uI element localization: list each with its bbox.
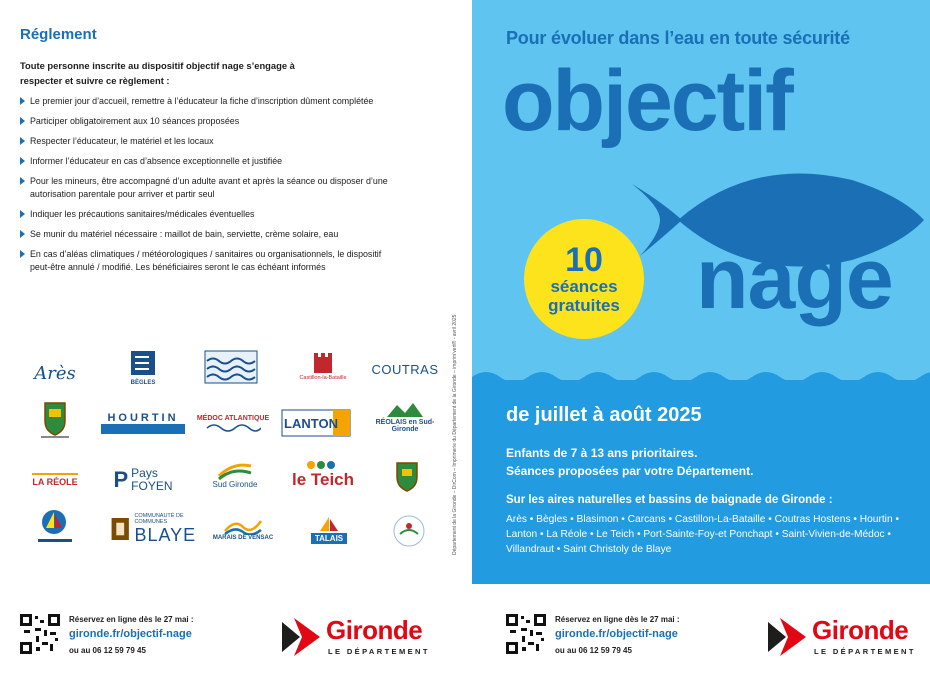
- logo-talais: TALAIS: [292, 509, 366, 549]
- pays-foyen-p-icon: P: [113, 467, 129, 492]
- rule-item: Pour les mineurs, être accompagné d’un adulte avant et après la séance ou disposer d’une autorisation parentale pour arriver et partir seul: [20, 175, 400, 200]
- rules-title: Réglement: [20, 26, 97, 43]
- sailboat-icon: [32, 504, 78, 546]
- cover-subline-2: Séances proposées par votre Département.: [506, 464, 754, 478]
- triangle-bullet-icon: [20, 250, 25, 258]
- badge-line-2: gratuites: [548, 296, 620, 315]
- logo-begles: [106, 347, 180, 387]
- rule-item: En cas d’aléas climatiques / météorologiques / sanitaires ou organisationnels, le dispositif peut-être annulé / modifié. Les bénéficiaires seront le cas échéant informés: [20, 248, 400, 273]
- brand-name: Gironde: [326, 615, 423, 645]
- logo-la-reole: LA RÉOLE: [18, 460, 92, 500]
- rules-intro: Toute personne inscrite au dispositif objectif nage s’engage à respecter et suivre ce règlement :: [20, 60, 295, 86]
- coat-of-arms-icon: [35, 399, 75, 441]
- begles-icon: [123, 347, 163, 387]
- rule-item: Se munir du matériel nécessaire : maillot de bain, serviette, crème solaire, eau: [20, 228, 400, 241]
- rule-item: Indiquer les précautions sanitaires/médicales éventuelles: [20, 208, 400, 221]
- waves-logo-icon: [203, 349, 259, 385]
- triangle-bullet-icon: [20, 97, 25, 105]
- reserve-link[interactable]: gironde.fr/objectif-nage: [69, 628, 192, 640]
- badge-line-1: séances: [550, 277, 618, 296]
- logo-reolais: RÉOLAIS en Sud-Gironde: [368, 397, 442, 437]
- cover-subline-1: Enfants de 7 à 13 ans prioritaires.: [506, 446, 698, 460]
- free-sessions-badge: [524, 219, 644, 339]
- triangle-bullet-icon: [20, 177, 25, 185]
- dots-icon: [303, 460, 343, 470]
- triangle-bullet-icon: [20, 210, 25, 218]
- wave-line-icon: [205, 422, 261, 432]
- logo-pays-foyen: P Pays FOYEN: [113, 466, 173, 493]
- gironde-brand: [280, 614, 440, 660]
- badge-number: 10: [565, 241, 603, 279]
- logo-medoc-atlantique: MÉDOC ATLANTIQUE: [196, 403, 270, 443]
- logo-saint-vivien: [370, 457, 444, 497]
- logo-castillon: Castillon-la-Bataille: [286, 345, 360, 385]
- gironde-brand: [766, 614, 926, 660]
- cover-tagline: Pour évoluer dans l’eau en toute sécurité: [506, 28, 850, 48]
- logo-port-sainte-foy: [18, 505, 92, 545]
- brand-sub: LE DÉPARTEMENT: [328, 647, 430, 656]
- svg-text:LANTON: LANTON: [284, 416, 338, 431]
- brand-sub: LE DÉPARTEMENT: [814, 647, 916, 656]
- reserve-label: Réservez en ligne dès le 27 mai :: [555, 615, 680, 624]
- hourtin-bar-icon: [101, 424, 185, 434]
- shield-icon: [390, 460, 424, 494]
- logo-vensac: MARAIS DE VENSAC: [206, 509, 280, 549]
- reserve-phone: ou au 06 12 59 79 45: [69, 646, 146, 655]
- lanton-frame-icon: [281, 409, 351, 437]
- reserve-label: Réservez en ligne dès le 27 mai :: [69, 615, 194, 624]
- rule-item: Respecter l’éducateur, le matériel et les locaux: [20, 135, 400, 148]
- logo-blasimon: [194, 347, 268, 387]
- brand-name: Gironde: [812, 615, 909, 645]
- vineyard-icon: [385, 401, 425, 419]
- cover-title-nage: nage: [696, 231, 893, 327]
- logo-carcans: [18, 400, 92, 440]
- logo-coutras: COUTRAS: [371, 361, 439, 377]
- rule-item: Participer obligatoirement aux 10 séances proposées: [20, 115, 400, 128]
- logo-lanton: [280, 403, 352, 443]
- rule-item: Informer l’éducateur en cas d’absence exceptionnelle et justifiée: [20, 155, 400, 168]
- cover-dates: de juillet à août 2025: [506, 404, 702, 426]
- places-list: Arès • Bègles • Blasimon • Carcans • Castillon-La-Bataille • Coutras Hostens • Hourtin • Lanton • La Réole • Le Teich • Port-Sainte-Foy-et Ponchapt • Saint-Vivien-de-Médoc • Villandraut • Saint Christoly de Blaye: [506, 514, 900, 555]
- blaye-emblem-icon: [110, 513, 130, 545]
- print-credit: Département de la Gironde – DirCom – Imprimerie du Département de la Gironde – imprim’vert® - avril 2025: [452, 314, 458, 555]
- logo-blaye: COMMUNAUTÉ DE COMMUNES BLAYE: [110, 509, 200, 549]
- stripes-icon: [215, 462, 255, 480]
- qr-code-icon[interactable]: [506, 614, 546, 654]
- reserve-phone: ou au 06 12 59 79 45: [555, 646, 632, 655]
- logo-ares: Arès: [34, 362, 76, 384]
- gironde-logo-icon: [766, 616, 810, 658]
- marsh-icon: [223, 517, 263, 535]
- triangle-bullet-icon: [20, 157, 25, 165]
- gironde-logo-icon: [280, 616, 324, 658]
- qr-code-icon[interactable]: [20, 614, 60, 654]
- reserve-link[interactable]: gironde.fr/objectif-nage: [555, 628, 678, 640]
- rules-list: [20, 95, 400, 281]
- cover-panel: [472, 0, 930, 584]
- logo-hourtin: HOURTIN: [98, 403, 188, 443]
- castle-icon: [308, 349, 338, 375]
- triangle-bullet-icon: [20, 230, 25, 238]
- logo-saint-christoly: [372, 511, 446, 551]
- footer-left: [20, 606, 440, 666]
- places-title: Sur les aires naturelles et bassins de baignade de Gironde :: [506, 494, 833, 506]
- rule-item: Le premier jour d’accueil, remettre à l’éducateur la fiche d’inscription dûment complétée: [20, 95, 400, 108]
- logo-sud-gironde: Sud Gironde: [198, 455, 272, 495]
- svg-text:BÈGLES: BÈGLES: [130, 380, 156, 386]
- triangle-bullet-icon: [20, 117, 25, 125]
- cover-title-objectif: objectif: [502, 53, 792, 149]
- round-seal-icon: [392, 514, 426, 548]
- triangle-bullet-icon: [20, 137, 25, 145]
- sail-icon: [314, 515, 344, 533]
- logo-le-teich: le Teich: [286, 455, 360, 495]
- footer-right: [506, 606, 926, 666]
